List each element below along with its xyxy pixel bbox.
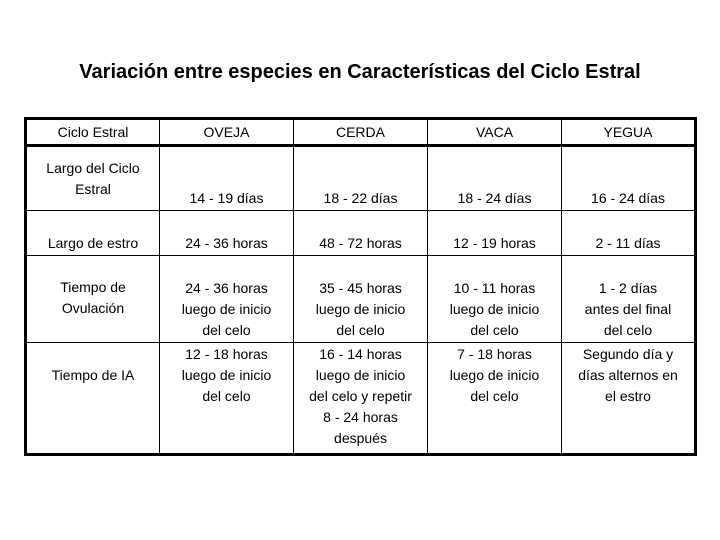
cell-text-line: Tiempo de <box>60 278 126 295</box>
cell-text-line: del celo <box>202 322 251 339</box>
page-title: Variación entre especies en Características del Ciclo Estral <box>79 61 641 83</box>
table-cell <box>562 343 696 455</box>
header-vaca: VACA <box>428 119 562 146</box>
row-label <box>26 343 160 455</box>
cell-text-line: 48 - 72 horas <box>319 234 402 251</box>
cell-text-line: Segundo día y <box>582 346 674 363</box>
table-row <box>26 343 696 455</box>
cell-text-line: del celo <box>470 388 519 405</box>
table-cell <box>428 343 562 455</box>
cell-text-line: luego de inicio <box>449 367 540 384</box>
cell-text-line: del celo y repetir <box>309 388 412 405</box>
cell-text-line: 7 - 18 horas <box>457 346 532 363</box>
cell-text-line: Tiempo de IA <box>51 367 135 384</box>
cell-text-line: 16 - 14 horas <box>319 346 402 363</box>
table-row <box>26 146 696 211</box>
cell-text-line: 14 - 19 días <box>189 190 264 207</box>
cell-text-line: 12 - 19 horas <box>453 234 536 251</box>
cell-text-line: del celo <box>336 322 385 339</box>
row-label <box>26 211 160 255</box>
cell-text-line: del celo <box>603 322 653 339</box>
table-row <box>26 211 696 255</box>
table-cell <box>160 343 294 455</box>
cell-text-line: 1 - 2 días <box>598 280 658 297</box>
table-cell <box>160 211 294 255</box>
cell-text-line: luego de inicio <box>181 301 272 318</box>
cell-text-line: 10 - 11 horas <box>453 280 536 297</box>
header-oveja: OVEJA <box>160 119 294 146</box>
table-cell <box>294 211 428 255</box>
cell-text-line: antes del final <box>584 301 672 318</box>
table-cell <box>428 211 562 255</box>
row-label <box>26 255 160 343</box>
cell-text-line: días alternos en <box>578 367 678 384</box>
table-cell <box>160 146 294 211</box>
cell-text-line: el estro <box>605 388 651 405</box>
table-cell <box>562 146 696 211</box>
cell-text-line: luego de inicio <box>315 301 406 318</box>
table-cell <box>160 255 294 343</box>
cell-text-line: 8 - 24 horas <box>323 409 398 426</box>
cell-text-line: 35 - 45 horas <box>319 280 402 297</box>
cell-text-line: luego de inicio <box>315 367 406 384</box>
table-cell <box>562 255 696 343</box>
table-header-row <box>26 119 696 146</box>
cell-text-line: 2 - 11 días <box>595 234 661 251</box>
cell-text-line: 24 - 36 horas <box>185 280 268 297</box>
cell-text-line: Estral <box>75 180 111 197</box>
cell-text-line: luego de inicio <box>449 301 540 318</box>
table-cell <box>562 211 696 255</box>
header-ciclo-estral: Ciclo Estral <box>26 119 160 146</box>
table-cell <box>294 255 428 343</box>
cell-text-line: 16 - 24 días <box>591 190 665 207</box>
cell-text-line: 18 - 24 días <box>457 190 532 207</box>
table-row <box>26 255 696 343</box>
table-cell <box>428 146 562 211</box>
cell-text-line: Largo de estro <box>47 234 139 251</box>
cell-text-line: del celo <box>470 322 519 339</box>
table-cell <box>428 255 562 343</box>
header-yegua: YEGUA <box>562 119 696 146</box>
cell-text-line: 24 - 36 horas <box>185 234 268 251</box>
cell-text-line: 18 - 22 días <box>323 190 398 207</box>
cell-text-line: luego de inicio <box>181 367 272 384</box>
row-label <box>26 146 160 211</box>
cell-text-line: después <box>334 430 387 447</box>
cell-text-line: Largo del Ciclo <box>46 159 140 176</box>
header-cerda: CERDA <box>294 119 428 146</box>
estral-cycle-table <box>24 117 697 456</box>
cell-text-line: Ovulación <box>61 299 125 316</box>
cell-text-line: 12 - 18 horas <box>185 346 268 363</box>
table-cell <box>294 343 428 455</box>
cell-text-line: del celo <box>202 388 251 405</box>
table-cell <box>294 146 428 211</box>
